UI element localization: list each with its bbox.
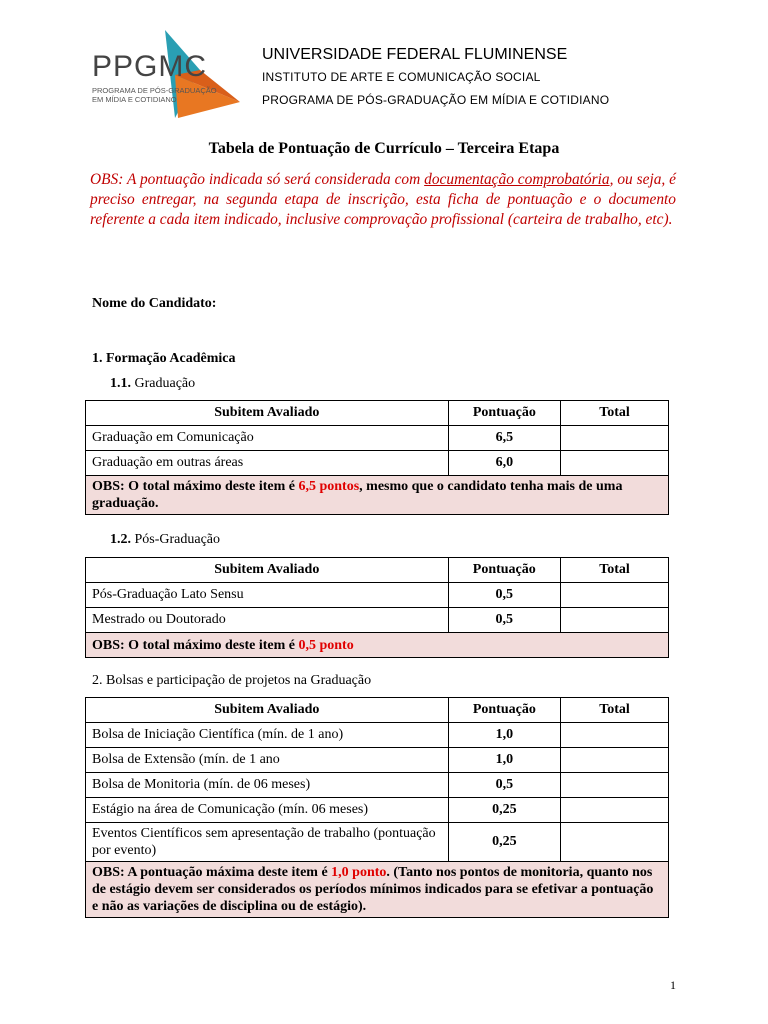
table-row [86, 823, 669, 862]
page-title: Tabela de Pontuação de Currículo – Terceira Etapa [208, 140, 560, 157]
row-total-cell[interactable] [560, 608, 668, 633]
institute-name: INSTITUTO DE ARTE E COMUNICAÇÃO SOCIAL [262, 70, 541, 84]
header-total: Total [561, 698, 669, 723]
program-name: PROGRAMA DE PÓS-GRADUAÇÃO EM MÍDIA E COTIDIANO [262, 93, 610, 107]
row-total-cell[interactable] [561, 451, 669, 476]
bolsas-table [85, 697, 669, 918]
obs-text-a: OBS: O total máximo deste item é [92, 637, 299, 653]
subsection-1-1-title [110, 376, 195, 392]
table-header-row [86, 698, 669, 723]
logo-text: PPGMC [92, 50, 208, 83]
obs-cell [86, 862, 669, 918]
row-total-cell[interactable] [560, 583, 668, 608]
logo-subtitle-line1: PROGRAMA DE PÓS-GRADUAÇÃO [92, 86, 217, 95]
obs-text-b: , mesmo que o candidato tenha mais de uma graduação. [92, 479, 623, 511]
graduacao-table [85, 400, 669, 515]
row-score: 1,0 [448, 748, 560, 773]
row-item: Bolsa de Monitoria (mín. de 06 meses) [86, 773, 449, 798]
subsection-1-1-num: 1.1. [110, 376, 131, 391]
page-number: 1 [670, 978, 676, 992]
obs-note [90, 170, 676, 230]
subsection-1-2-title [110, 532, 220, 548]
header-score: Pontuação [448, 698, 560, 723]
table-row [86, 773, 669, 798]
row-score: 0,5 [448, 773, 560, 798]
obs-note-part1: OBS: A pontuação indicada só será considerada com [90, 171, 425, 188]
obs-highlight: 0,5 ponto [298, 637, 354, 653]
row-score: 6,0 [448, 451, 560, 476]
candidate-name-label: Nome do Candidato: [92, 296, 217, 311]
row-item: Graduação em outras áreas [86, 451, 449, 476]
table-row [86, 583, 669, 608]
row-total-cell[interactable] [561, 798, 669, 823]
obs-text-a: OBS: O total máximo deste item é [92, 479, 299, 494]
row-score: 6,5 [448, 426, 560, 451]
row-item: Bolsa de Iniciação Científica (mín. de 1 ano) [86, 723, 449, 748]
table-header-row [86, 558, 669, 583]
subsection-1-2-name: Pós-Graduação [134, 532, 221, 547]
row-item: Bolsa de Extensão (mín. de 1 ano [86, 748, 449, 773]
header-total: Total [560, 558, 668, 583]
table-row [86, 723, 669, 748]
obs-row [86, 633, 669, 658]
row-item: Mestrado ou Doutorado [86, 608, 449, 633]
header-total: Total [561, 401, 669, 426]
row-item: Graduação em Comunicação [86, 426, 449, 451]
obs-note-underlined: documentação comprobatória [424, 171, 610, 188]
table-row [86, 798, 669, 823]
header-item: Subitem Avaliado [86, 401, 449, 426]
row-item: Estágio na área de Comunicação (mín. 06 meses) [86, 798, 449, 823]
obs-text-a: OBS: A pontuação máxima deste item é [92, 865, 332, 880]
obs-highlight: 6,5 pontos [298, 479, 360, 494]
header-item: Subitem Avaliado [86, 558, 449, 583]
row-score: 0,5 [448, 583, 560, 608]
row-item: Pós-Graduação Lato Sensu [86, 583, 449, 608]
header-item: Subitem Avaliado [86, 698, 449, 723]
row-total-cell[interactable] [561, 723, 669, 748]
obs-row [86, 862, 669, 918]
row-total-cell[interactable] [561, 748, 669, 773]
row-total-cell[interactable] [561, 823, 669, 862]
obs-note-part2: , ou seja, é preciso entregar, na segunda etapa de inscrição, esta ficha de pontuação e o documento referente a cada item indicado, inclusive comprovação profissional (carteira de trabalho, etc). [90, 171, 677, 228]
section2-title: 2. Bolsas e participação de projetos na Graduação [92, 673, 372, 688]
subsection-1-2-num: 1.2. [110, 532, 131, 547]
row-total-cell[interactable] [561, 426, 669, 451]
obs-highlight: 1,0 ponto [331, 865, 387, 880]
header-score: Pontuação [448, 558, 560, 583]
obs-row [86, 476, 669, 515]
row-score: 0,25 [448, 798, 560, 823]
obs-cell [86, 633, 669, 658]
subsection-1-1-name: Graduação [134, 376, 196, 391]
ppgmc-logo [90, 30, 250, 120]
table-header-row [86, 401, 669, 426]
table-row [86, 608, 669, 633]
university-name: UNIVERSIDADE FEDERAL FLUMINENSE [262, 46, 568, 63]
obs-text-b: . (Tanto nos pontos de monitoria, quanto nos de estágio devem ser considerados os períodos mínimos indicados para se efetivar a pontuação e não as variações de disciplina ou de estágio). [92, 865, 654, 914]
section1-title: 1. Formação Acadêmica [92, 351, 236, 366]
obs-cell [86, 476, 669, 515]
logo-subtitle-line2: EM MÍDIA E COTIDIANO [92, 95, 177, 104]
pos-graduacao-table [85, 557, 669, 658]
header-score: Pontuação [448, 401, 560, 426]
row-score: 0,5 [448, 608, 560, 633]
logo-subtitle [92, 86, 242, 104]
table-row [86, 451, 669, 476]
row-score: 1,0 [448, 723, 560, 748]
row-score: 0,25 [448, 823, 560, 862]
table-row [86, 748, 669, 773]
row-item: Eventos Científicos sem apresentação de trabalho (pontuação por evento) [86, 823, 449, 862]
table-row [86, 426, 669, 451]
row-total-cell[interactable] [561, 773, 669, 798]
